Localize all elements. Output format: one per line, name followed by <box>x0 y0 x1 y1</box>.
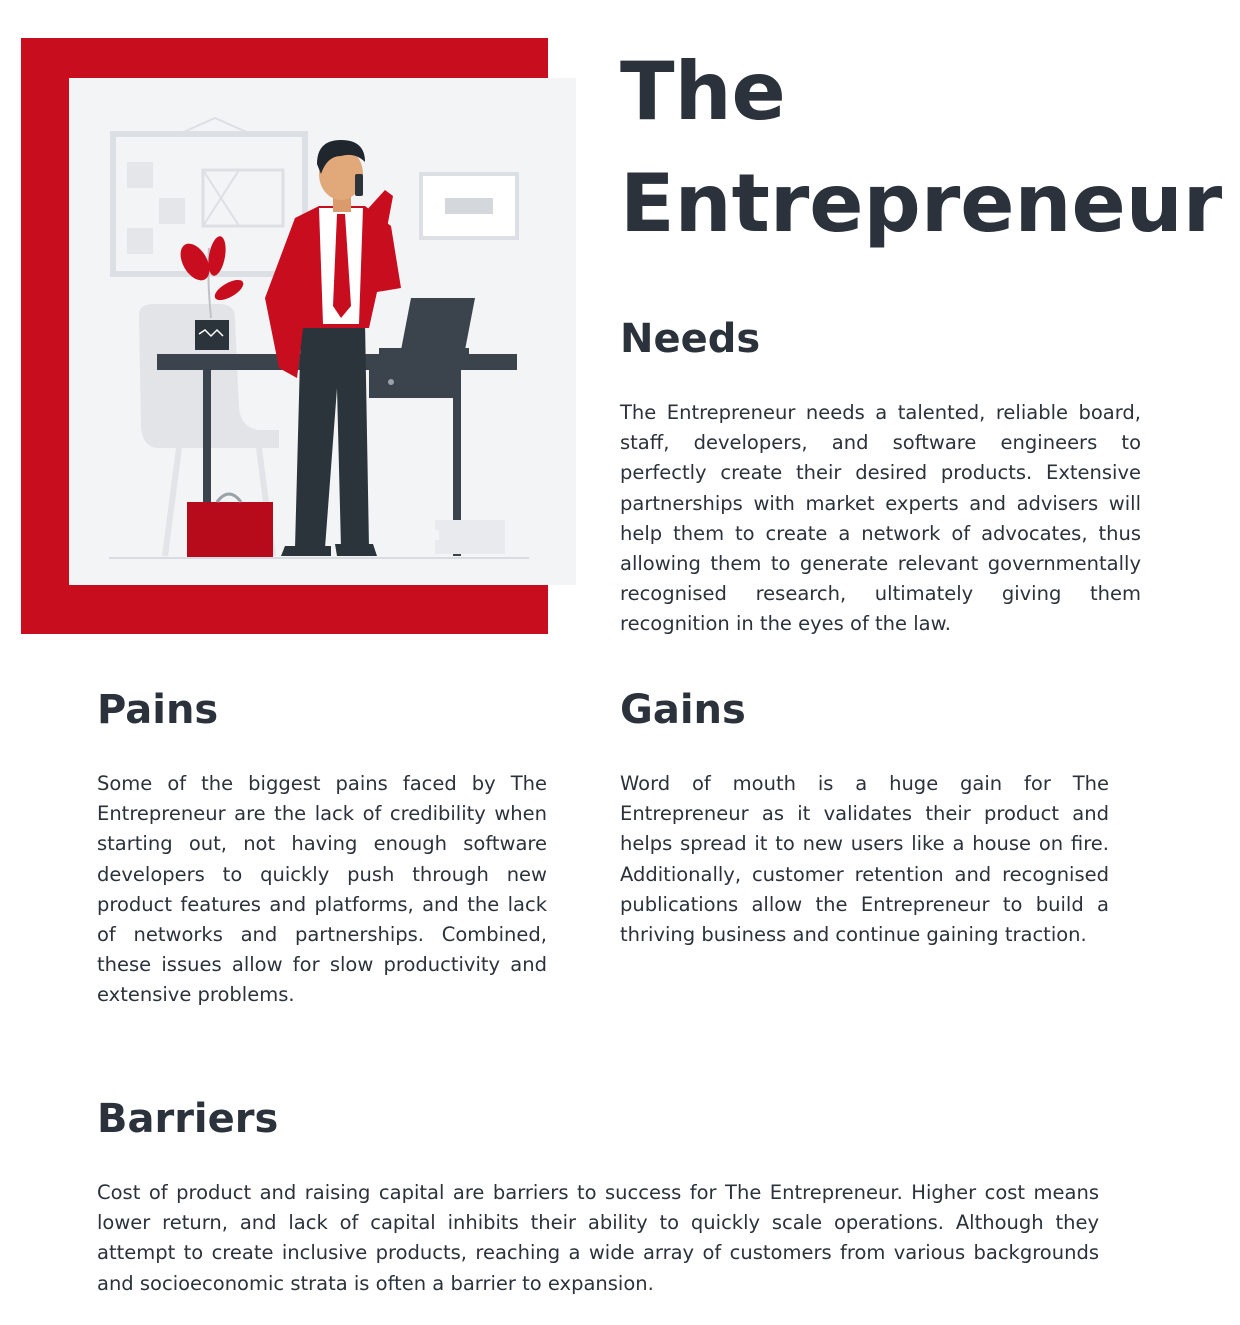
gains-text: Word of mouth is a huge gain for The Entrepreneur as it validates their product and helps spread it to new users like a house on fire. Additionally, customer retention and recognised publications allow the Entrepreneur to build a thriving business and continue gaining traction. <box>620 772 1109 947</box>
pains-text: Some of the biggest pains faced by The Entrepreneur are the lack of credibility when starting out, not having enough software developers to quickly push through new product features and platforms, and the lack of networks and partnerships. Combined, these issues allow for slow productivity and extensive problems. <box>97 772 547 1007</box>
gains-heading: Gains <box>620 687 746 733</box>
needs-heading: Needs <box>620 316 761 362</box>
businessman-on-phone-icon <box>69 78 576 585</box>
needs-text: The Entrepreneur needs a talented, reliable board, staff, developers, and software engineers to perfectly create their desired products. Extensive partnerships with market experts and advisers will help them to create a network of advocates, thus allowing them to generate relevant governmentally recognised research, ultimately giving them recognition in the eyes of the law. <box>620 401 1141 636</box>
entrepreneur-illustration <box>69 78 576 585</box>
title-line-2: Entrepreneur <box>620 157 1223 250</box>
barriers-text: Cost of product and raising capital are barriers to success for The Entrepreneur. Higher cost means lower return, and lack of capital inhibits their ability to quickly scale operations. Although they attempt to create inclusive products, reaching a wide array of customers from various backgrounds and socioeconomic strata is often a barrier to expansion. <box>97 1181 1099 1295</box>
page-title <box>620 36 1222 260</box>
barriers-heading: Barriers <box>97 1096 279 1142</box>
title-line-1: The <box>620 45 786 138</box>
pains-heading: Pains <box>97 687 219 733</box>
